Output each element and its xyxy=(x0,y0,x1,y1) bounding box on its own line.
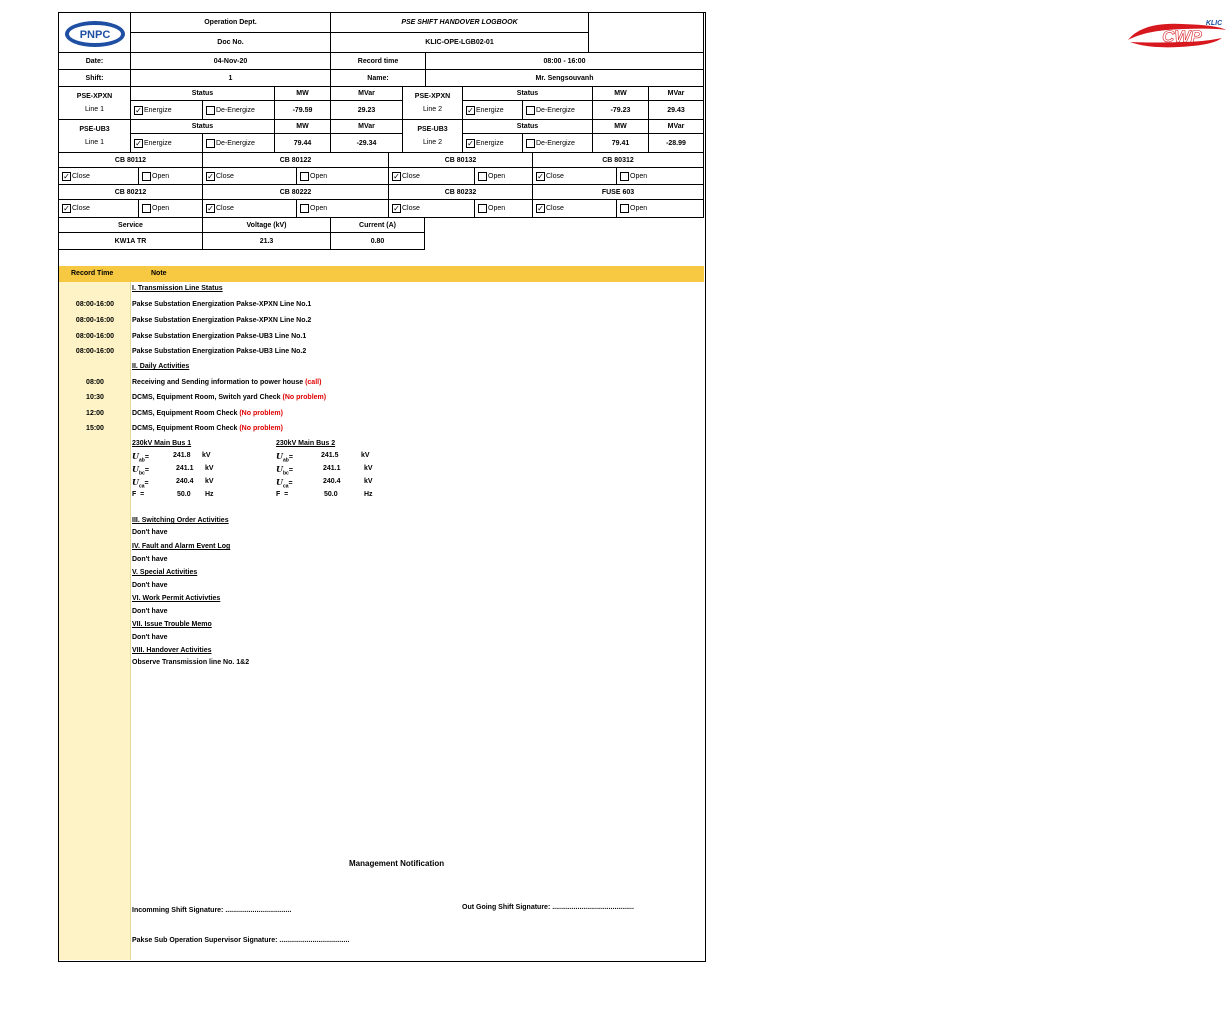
checked-box-icon[interactable]: ✓ xyxy=(537,171,544,181)
checked-box-icon[interactable]: ✓ xyxy=(207,204,214,213)
record-time-label: Record time xyxy=(331,53,426,70)
shift-value: 1 xyxy=(131,70,331,87)
bus1-ubc: $U_{bc}=$ xyxy=(132,464,149,477)
doc-no-label: Doc No. xyxy=(131,33,331,53)
energize-option[interactable]: ✓ Energize xyxy=(463,101,523,120)
entry-time: 08:00-16:00 xyxy=(75,317,115,324)
bus1-title: 230kV Main Bus 1 xyxy=(132,440,192,447)
checkbox-icon[interactable] xyxy=(300,172,309,181)
logbook-sheet xyxy=(58,12,1223,962)
entry-text: Pakse Substation Energization Pakse-XPXN Line No.1 xyxy=(132,301,312,308)
xpxn-line1-label: PSE-XPXN Line 1 xyxy=(59,87,131,120)
section-switching-text: Don't have xyxy=(132,529,168,536)
mw-value: 79.44 xyxy=(275,134,331,153)
bus2-ubc-value: 241.1 xyxy=(323,465,341,472)
breaker-name: CB 80132 xyxy=(389,153,533,168)
svg-text:CWP: CWP xyxy=(1162,27,1202,46)
ub3-line2-label: PSE-UB3 Line 2 xyxy=(403,120,463,153)
breaker-name: CB 80212 xyxy=(59,185,203,200)
energize-option[interactable]: ✓ Energize xyxy=(131,134,203,153)
breaker-name: CB 80122 xyxy=(203,153,389,168)
section-memo-title: VII. Issue Trouble Memo xyxy=(132,621,212,628)
bus1-f: F = xyxy=(132,491,145,498)
checkbox-icon[interactable] xyxy=(478,204,487,213)
bus1-uab-value: 241.8 xyxy=(173,452,191,459)
record-time-value: 08:00 - 16:00 xyxy=(426,53,704,70)
close-option[interactable]: ✓ Close xyxy=(59,168,139,185)
breaker-name: CB 80312 xyxy=(533,153,704,168)
checkbox-icon[interactable] xyxy=(300,204,309,213)
mvar-header: MVar xyxy=(331,120,403,134)
kv-unit: kV xyxy=(364,478,373,485)
checked-box-icon[interactable]: ✓ xyxy=(207,171,214,181)
breaker-name: CB 80112 xyxy=(59,153,203,168)
supervisor-signature[interactable]: Pakse Sub Operation Supervisor Signature: .................................... xyxy=(132,937,350,944)
entry-time: 08:00 xyxy=(86,379,104,386)
section-handover-title: VIII. Handover Activities xyxy=(132,647,212,654)
status-header: Status xyxy=(463,120,593,134)
mw-value: 79.41 xyxy=(593,134,649,153)
checkbox-icon[interactable] xyxy=(206,106,215,115)
deenergize-option[interactable]: De-Energize xyxy=(523,101,593,120)
pnpc-logo-cell xyxy=(59,13,131,53)
open-option[interactable]: Open xyxy=(617,200,704,218)
entry-text: Pakse Substation Energization Pakse-UB3 Line No.2 xyxy=(132,348,307,355)
checked-box-icon[interactable]: ✓ xyxy=(135,138,142,148)
deenergize-option[interactable]: De-Energize xyxy=(203,134,275,153)
entry-text: Pakse Substation Energization Pakse-XPXN Line No.2 xyxy=(132,317,312,324)
close-option[interactable]: ✓ Close xyxy=(389,200,475,218)
ub3-line1-label: PSE-UB3 Line 1 xyxy=(59,120,131,153)
checkbox-icon[interactable] xyxy=(620,204,629,213)
close-option[interactable]: ✓ Close xyxy=(203,200,297,218)
checkbox-icon[interactable] xyxy=(620,172,629,181)
kv-unit: kV xyxy=(205,465,214,472)
service-header: Service xyxy=(59,218,203,233)
close-option[interactable]: ✓ Close xyxy=(59,200,139,218)
record-time-col-header: Record Time xyxy=(71,270,114,277)
management-notification: Management Notification xyxy=(349,859,445,868)
voltage-header: Voltage (kV) xyxy=(203,218,331,233)
cwp-logo-icon xyxy=(1122,16,1230,52)
checkbox-icon[interactable] xyxy=(206,139,215,148)
name-label: Name: xyxy=(331,70,426,87)
incoming-signature[interactable]: Incomming Shift Signature: .................................. xyxy=(132,907,292,914)
kv-unit: kV xyxy=(205,478,214,485)
open-option[interactable]: Open xyxy=(139,200,203,218)
deenergize-option[interactable]: De-Energize xyxy=(203,101,275,120)
mvar-value: -28.99 xyxy=(649,134,704,153)
date-value: 04-Nov-20 xyxy=(131,53,331,70)
shift-label: Shift: xyxy=(59,70,131,87)
open-option[interactable]: Open xyxy=(139,168,203,185)
bus1-uca: $U_{ca}=$ xyxy=(132,477,149,490)
bus1-ubc-value: 241.1 xyxy=(176,465,194,472)
open-option[interactable]: Open xyxy=(475,200,533,218)
svg-text:PNPC: PNPC xyxy=(79,29,111,41)
mw-header: MW xyxy=(275,87,331,101)
fuse-name: FUSE 603 xyxy=(533,185,704,200)
note-col-header: Note xyxy=(151,270,167,277)
status-header: Status xyxy=(463,87,593,101)
checked-box-icon[interactable]: ✓ xyxy=(393,171,400,181)
entry-time: 08:00-16:00 xyxy=(75,301,115,308)
section-fault-text: Don't have xyxy=(132,556,168,563)
entry-text: Receiving and Sending information to power house (call) xyxy=(132,379,322,386)
checkbox-icon[interactable] xyxy=(478,172,487,181)
open-option[interactable]: Open xyxy=(297,200,389,218)
bus2-uab: $U_{ab}=$ xyxy=(276,451,293,464)
open-option[interactable]: Open xyxy=(617,168,704,185)
entry-time: 10:30 xyxy=(86,394,104,401)
breaker-name: CB 80232 xyxy=(389,185,533,200)
checkbox-icon[interactable] xyxy=(526,139,535,148)
kv-unit: kV xyxy=(364,465,373,472)
bus2-title: 230kV Main Bus 2 xyxy=(276,440,336,447)
open-option[interactable]: Open xyxy=(475,168,533,185)
close-option[interactable]: ✓ Close xyxy=(533,168,617,185)
energize-option[interactable]: ✓ Energize xyxy=(131,101,203,120)
name-value: Mr. Sengsouvanh xyxy=(426,70,704,87)
checked-box-icon[interactable]: ✓ xyxy=(467,138,474,148)
mvar-header: MVar xyxy=(331,87,403,101)
close-option[interactable]: ✓ Close xyxy=(533,200,617,218)
mvar-value: 29.43 xyxy=(649,101,704,120)
close-option[interactable]: ✓ Close xyxy=(203,168,297,185)
section-special-title: V. Special Activities xyxy=(132,569,198,576)
checked-box-icon[interactable]: ✓ xyxy=(135,105,142,115)
section-transmission-title: I. Transmission Line Status xyxy=(132,285,223,292)
mvar-header: MVar xyxy=(649,120,704,134)
voltage-value: 21.3 xyxy=(203,233,331,250)
mw-header: MW xyxy=(275,120,331,134)
mw-header: MW xyxy=(593,87,649,101)
kv-unit: kV xyxy=(202,452,211,459)
mvar-value: 29.23 xyxy=(331,101,403,120)
checkbox-icon[interactable] xyxy=(142,204,151,213)
checked-box-icon[interactable]: ✓ xyxy=(467,105,474,115)
deenergize-option[interactable]: De-Energize xyxy=(523,134,593,153)
hz-unit: Hz xyxy=(364,491,373,498)
entry-text: DCMS, Equipment Room Check (No problem) xyxy=(132,410,283,417)
kv-unit: kV xyxy=(361,452,370,459)
checkbox-icon[interactable] xyxy=(142,172,151,181)
status-header: Status xyxy=(131,87,275,101)
mw-value: -79.23 xyxy=(593,101,649,120)
checkbox-icon[interactable] xyxy=(526,106,535,115)
mvar-value: -29.34 xyxy=(331,134,403,153)
section-fault-title: IV. Fault and Alarm Event Log xyxy=(132,543,231,550)
entry-text: Pakse Substation Energization Pakse-UB3 Line No.1 xyxy=(132,333,307,340)
cwp-logo-cell xyxy=(589,13,1223,53)
service-name: KW1A TR xyxy=(59,233,203,250)
xpxn-line2-label: PSE-XPXN Line 2 xyxy=(403,87,463,120)
bus1-f-value: 50.0 xyxy=(177,491,191,498)
status-header: Status xyxy=(131,120,275,134)
bus2-uca-value: 240.4 xyxy=(323,478,341,485)
bus2-f-value: 50.0 xyxy=(324,491,338,498)
hz-unit: Hz xyxy=(205,491,214,498)
entry-time: 12:00 xyxy=(86,410,104,417)
logbook-title: PSE SHIFT HANDOVER LOGBOOK xyxy=(331,13,589,33)
energize-option[interactable]: ✓ Energize xyxy=(463,134,523,153)
date-label: Date: xyxy=(59,53,131,70)
entry-time: 08:00-16:00 xyxy=(75,348,115,355)
checked-box-icon[interactable]: ✓ xyxy=(393,204,400,213)
doc-no-value: KLIC-OPE-LGB02-01 xyxy=(331,33,589,53)
mvar-header: MVar xyxy=(649,87,704,101)
bus1-uca-value: 240.4 xyxy=(176,478,194,485)
bus2-uab-value: 241.5 xyxy=(321,452,339,459)
mw-header: MW xyxy=(593,120,649,134)
current-value: 0.80 xyxy=(331,233,425,250)
entry-time: 15:00 xyxy=(86,425,104,432)
close-option[interactable]: ✓ Close xyxy=(389,168,475,185)
open-option[interactable]: Open xyxy=(297,168,389,185)
checked-box-icon[interactable]: ✓ xyxy=(63,204,70,213)
entry-text: DCMS, Equipment Room Check (No problem) xyxy=(132,425,283,432)
current-header: Current (A) xyxy=(331,218,425,233)
dept-label: Operation Dept. xyxy=(131,13,331,33)
mw-value: -79.59 xyxy=(275,101,331,120)
bus2-f: F = xyxy=(276,491,289,498)
bus2-ubc: $U_{bc}=$ xyxy=(276,464,293,477)
bus2-uca: $U_{ca}=$ xyxy=(276,477,293,490)
bus1-uab: $U_{ab}=$ xyxy=(132,451,149,464)
section-daily-title: II. Daily Activities xyxy=(132,363,190,370)
checked-box-icon[interactable]: ✓ xyxy=(63,171,70,181)
section-workpermit-text: Don't have xyxy=(132,608,168,615)
pnpc-logo-icon xyxy=(63,19,127,49)
section-handover-text: Observe Transmission line No. 1&2 xyxy=(132,659,250,666)
entry-time: 08:00-16:00 xyxy=(75,333,115,340)
section-workpermit-title: VI. Work Permit Activivties xyxy=(132,595,221,602)
entry-text: DCMS, Equipment Room, Switch yard Check (No problem) xyxy=(132,394,327,401)
svg-text:KLIC: KLIC xyxy=(1205,20,1223,27)
checked-box-icon[interactable]: ✓ xyxy=(537,204,544,213)
section-switching-title: III. Switching Order Activities xyxy=(132,517,229,524)
section-special-text: Don't have xyxy=(132,582,168,589)
breaker-name: CB 80222 xyxy=(203,185,389,200)
section-memo-text: Don't have xyxy=(132,634,168,641)
outgoing-signature[interactable]: Out Going Shift Signature: .......................................... xyxy=(462,904,634,911)
